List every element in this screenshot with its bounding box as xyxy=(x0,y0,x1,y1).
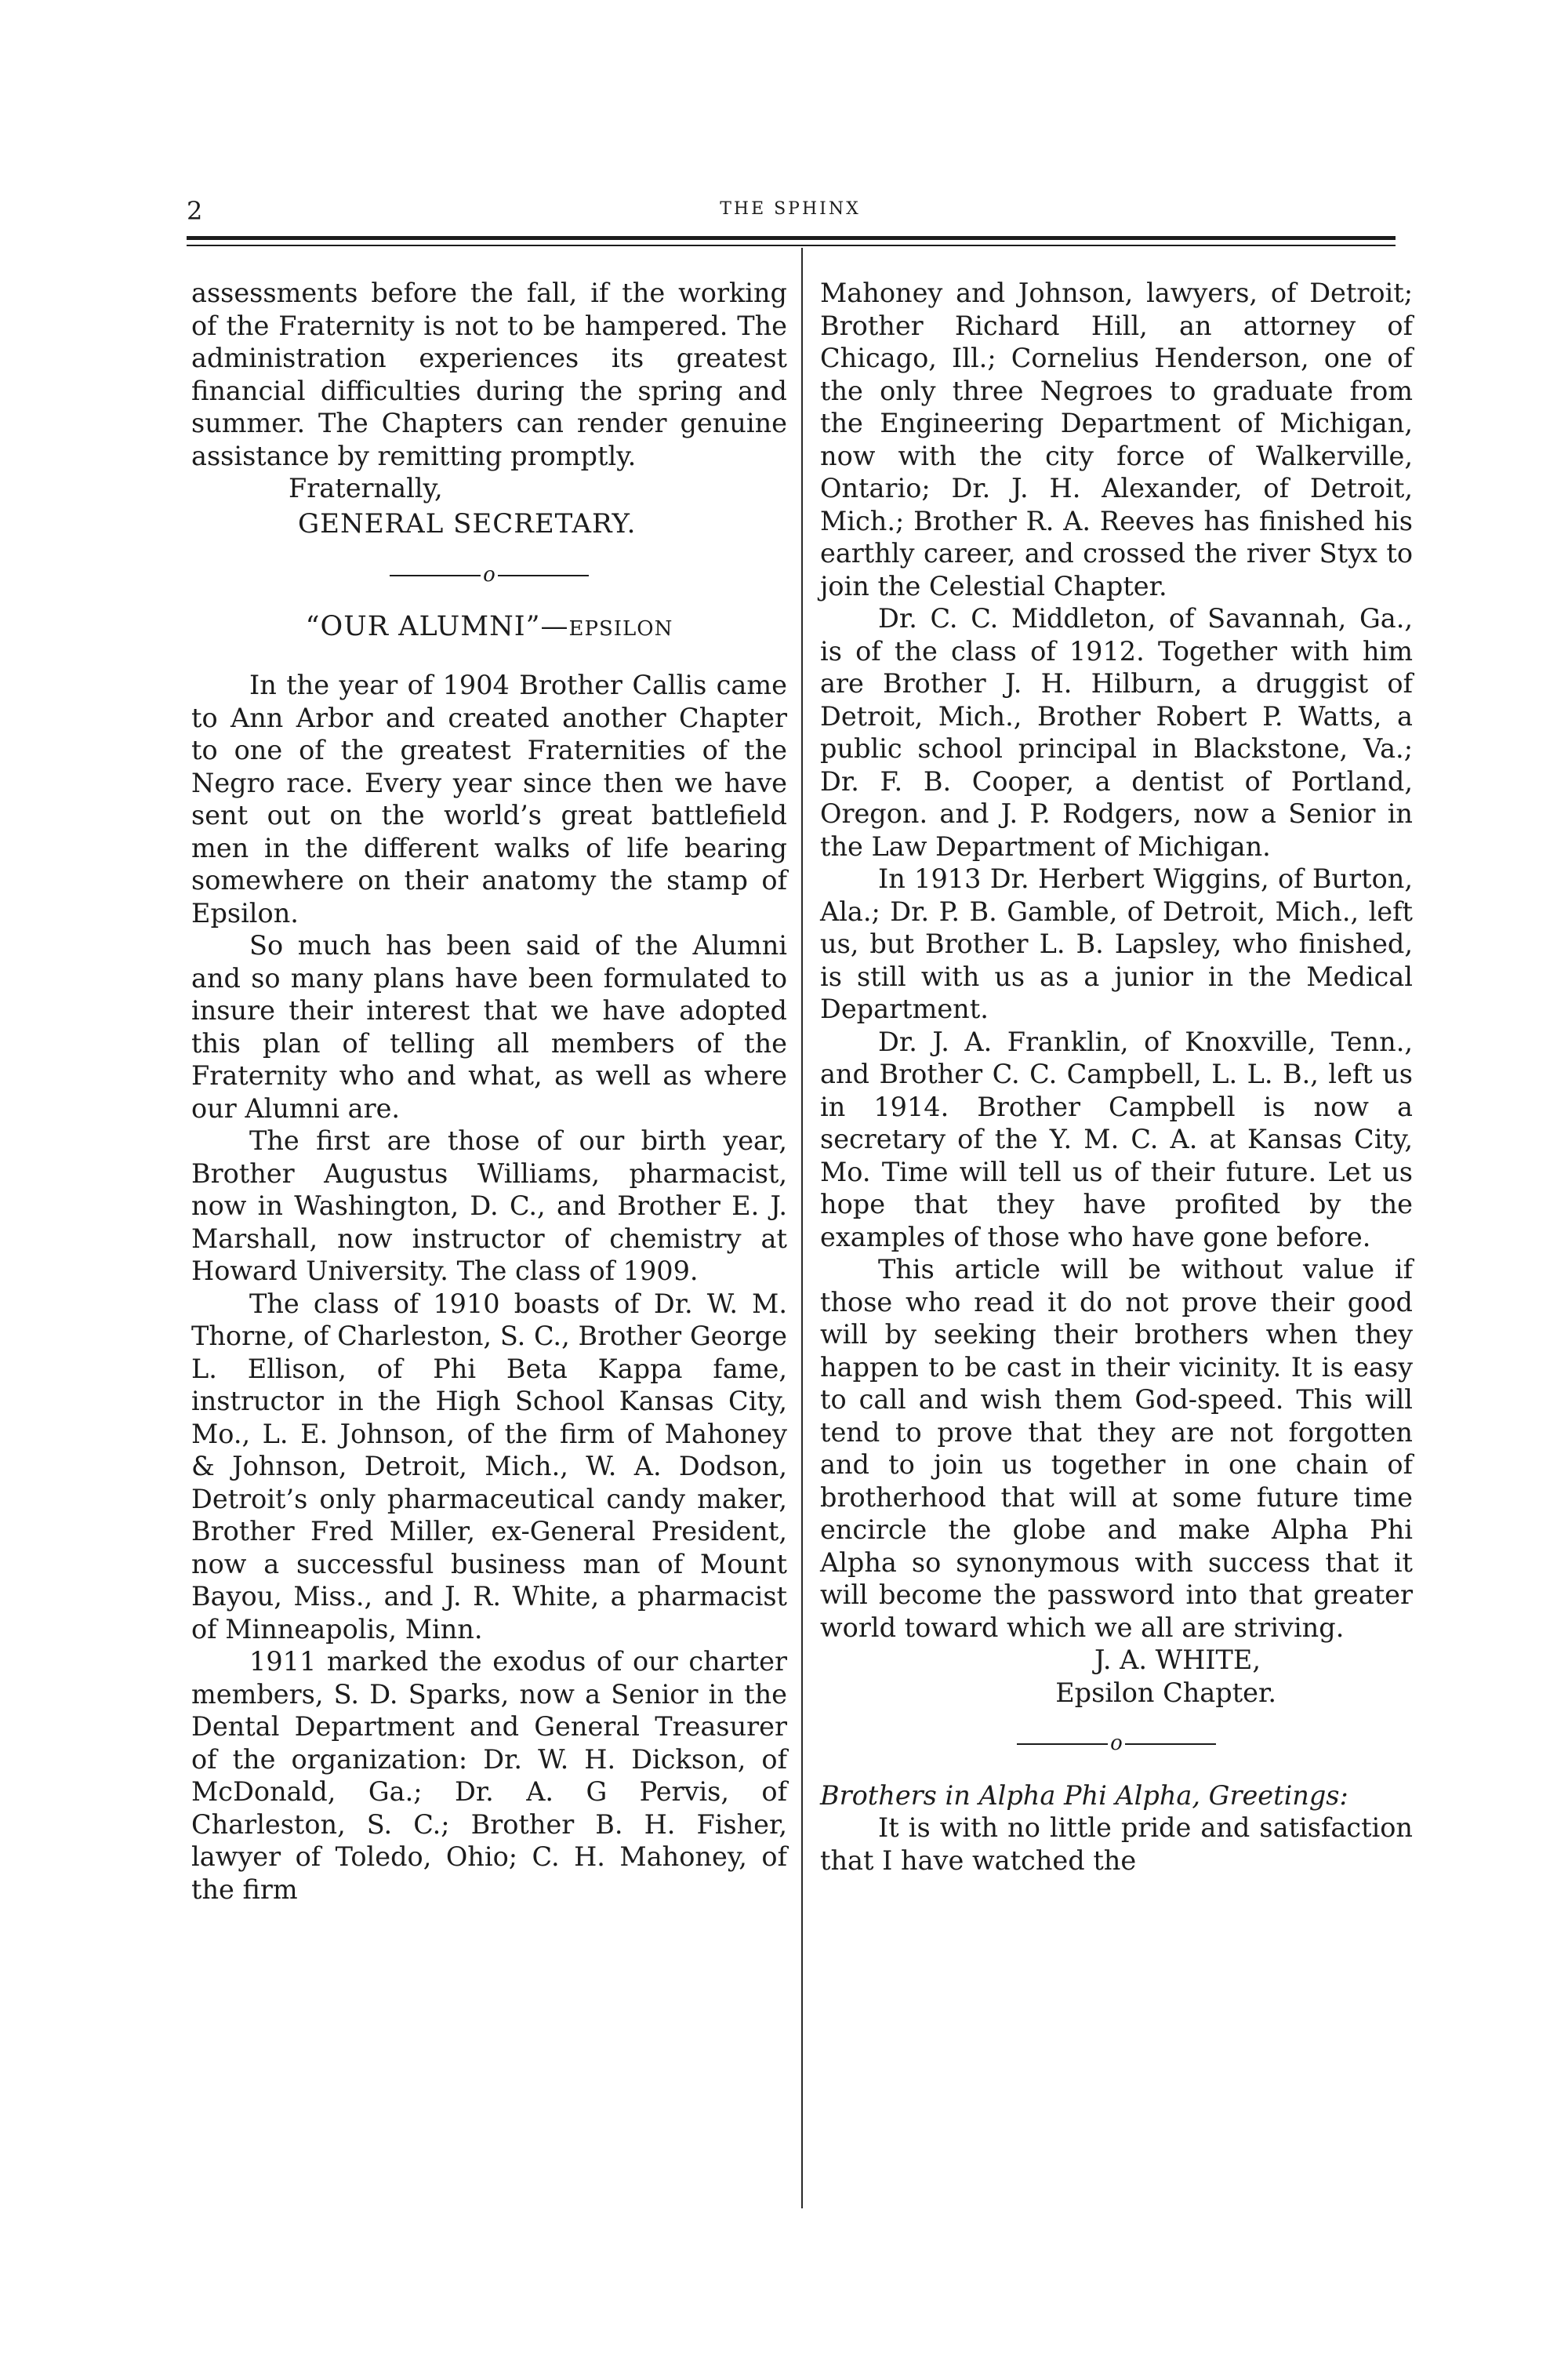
page-header xyxy=(187,196,1394,227)
header-rule-thick xyxy=(187,236,1396,240)
section-title-chapter: EPSILON xyxy=(568,616,673,641)
paragraph: Dr. J. A. Franklin, of Knoxville, Tenn., and Brother C. C. Campbell, L. L. B., left us in 1914. Brother Campbell is now a secretary of the Y. M. C. A. at Kansas City, Mo. Time will tell us of their future. Let us hope that they have profited by the examples of those who have gone before. xyxy=(820,1026,1413,1252)
paragraph: assessments before the fall, if the working of the Fraternity is not to be hampered. The administration experiences its greatest financial difficulties during the spring and summer. The Chapters can render genuine assistance by remitting promptly. xyxy=(191,278,787,471)
signature-name: J. A. WHITE, xyxy=(1094,1645,1261,1675)
paragraph: In 1913 Dr. Herbert Wiggins, of Burton, Ala.; Dr. P. B. Gamble, of Detroit, Mich., left us, but Brother L. B. Lapsley, who finished, is still with us as a junior in the Medical Department. xyxy=(820,863,1413,1024)
paragraph: Mahoney and Johnson, lawyers, of Detroit; Brother Richard Hill, an attorney of Chicago, Ill.; Cornelius Henderson, one of the only three Negroes to graduate from the Engineering Department of Michigan, now with the city force of Walkerville, Ontario; Dr. J. H. Alexander, of Detroit, Mich.; Brother R. A. Reeves has finished his earthly career, and crossed the river Styx to join the Celestial Chapter. xyxy=(820,278,1413,601)
paragraph: It is with no little pride and satisfaction that I have watched the xyxy=(820,1812,1413,1876)
separator-mark: o xyxy=(1110,1732,1123,1756)
letter-closing: Fraternally, xyxy=(289,473,443,503)
article-signature xyxy=(820,1644,1413,1709)
right-column xyxy=(820,277,1413,1877)
header-rule-thin xyxy=(187,245,1396,246)
separator-line xyxy=(390,575,481,576)
letter-signature: GENERAL SECRETARY. xyxy=(298,507,637,540)
signature-chapter: Epsilon Chapter. xyxy=(1055,1677,1276,1708)
paragraph: The first are those of our birth year, Brother Augustus Williams, pharmacist, now in Washington, D. C., and Brother E. J. Marshall, now instructor of chemistry at Howard University. The class of 1909. xyxy=(191,1125,787,1287)
separator-line xyxy=(1125,1743,1216,1745)
separator-line xyxy=(498,575,589,576)
paragraph: In the year of 1904 Brother Callis came to Ann Arbor and created another Chapter to one of the greatest Fraternities of the Negro race. Every year since then we have sent out on the world’s great battlefield men in the different walks of life bearing somewhere on their anatomy the stamp of Epsilon. xyxy=(191,670,787,929)
salutation: Brothers in Alpha Phi Alpha, Greetings: xyxy=(820,1779,1348,1811)
section-separator xyxy=(820,1726,1413,1761)
paragraph: Dr. C. C. Middleton, of Savannah, Ga., is of the class of 1912. Together with him are Brother J. H. Hilburn, a druggist of Detroit, Mich., Brother Robert P. Watts, a public school principal in Blackstone, Va.; Dr. F. B. Cooper, a dentist of Portland, Oregon. and J. P. Rodgers, now a Senior in the Law Department of Michigan. xyxy=(820,603,1413,862)
separator-line xyxy=(1017,1743,1108,1745)
left-column xyxy=(191,277,787,1906)
section-title-main: “OUR ALUMNI”— xyxy=(305,610,569,642)
column-divider xyxy=(801,248,803,2208)
separator-mark: o xyxy=(483,563,495,587)
paragraph: This article will be without value if those who read it do not prove their good will by seeking their brothers when they happen to be cast in their vicinity. It is easy to call and wish them God-speed. This will tend to prove that they are not forgotten and to join us together in one chain of brotherhood that will at some future time encircle the globe and make Alpha Phi Alpha so synonymous with success that it will become the password into that greater world toward which we all are striving. xyxy=(820,1254,1413,1643)
section-separator xyxy=(191,558,787,592)
paragraph: So much has been said of the Alumni and so many plans have been formulated to insure their interest that we have adopted this plan of telling all members of the Fraternity who and what, as well as where our Alumni are. xyxy=(191,930,787,1124)
paragraph: 1911 marked the exodus of our charter members, S. D. Sparks, now a Senior in the Dental Department and General Treasurer of the organization: Dr. W. H. Dickson, of McDonald, Ga.; Dr. A. G Pervis, of Charleston, S. C.; Brother B. H. Fisher, lawyer of Toledo, Ohio; C. H. Mahoney, of the firm xyxy=(191,1646,787,1905)
paragraph: The class of 1910 boasts of Dr. W. M. Thorne, of Charleston, S. C., Brother George L. Ellison, of Phi Beta Kappa fame, instructor in the High School Kansas City, Mo., L. E. Johnson, of the firm of Mahoney & Johnson, Detroit, Mich., W. A. Dodson, Detroit’s only pharmaceutical candy maker, Brother Fred Miller, ex-General President, now a successful business man of Mount Bayou, Miss., and J. R. White, a pharmacist of Minneapolis, Minn. xyxy=(191,1288,787,1645)
section-title xyxy=(191,611,787,646)
page-number: 2 xyxy=(187,196,203,226)
running-title: THE SPHINX xyxy=(720,199,861,219)
